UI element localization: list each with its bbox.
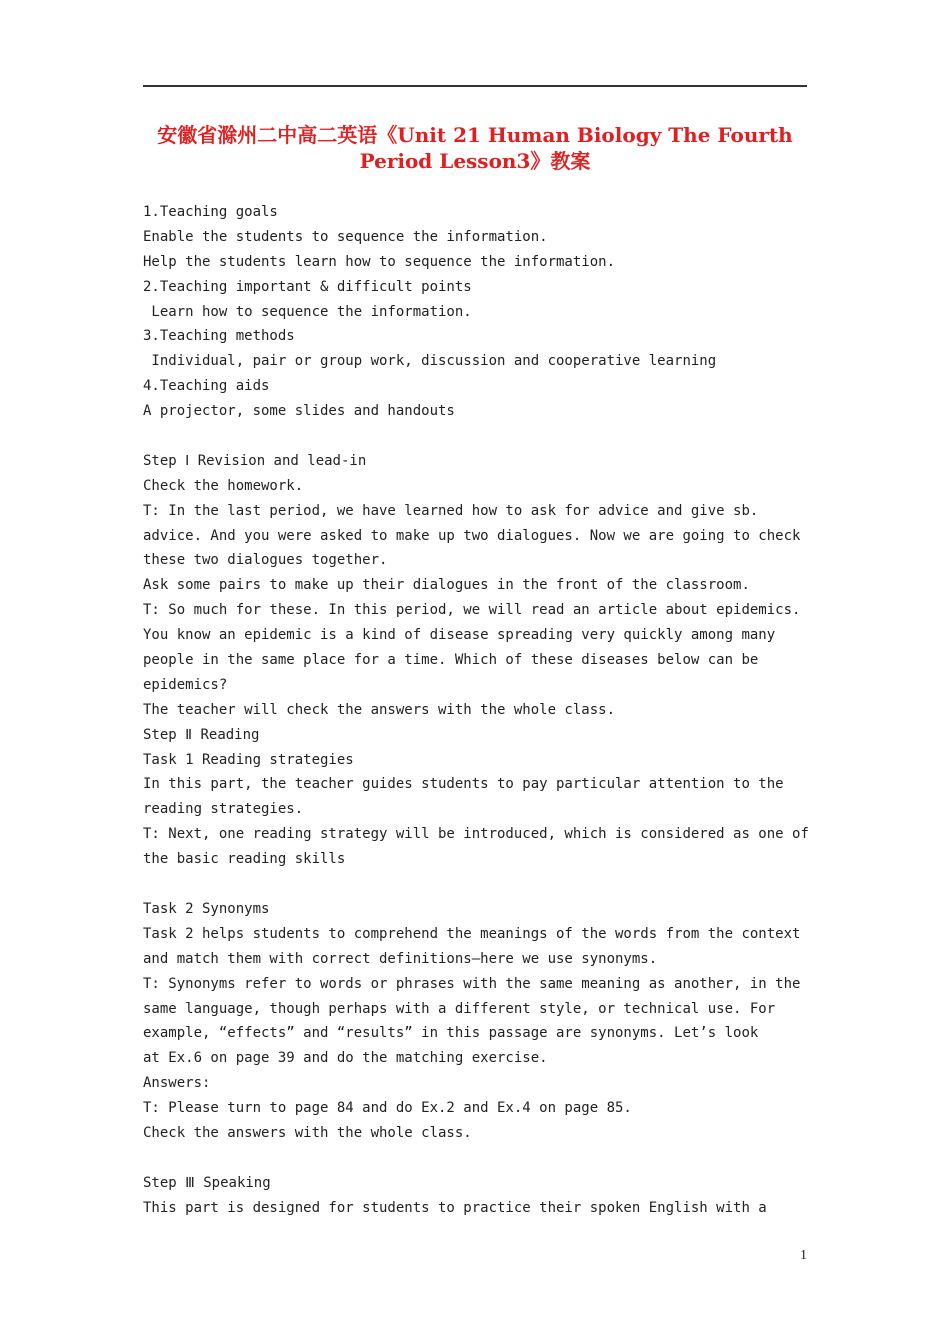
body-line: advice. And you were asked to make up two dialogues. Now we are going to check: [143, 527, 801, 544]
body-line: Task 2 Synonyms: [143, 900, 270, 917]
body-line: Step Ⅲ Speaking: [143, 1174, 271, 1191]
body-line: reading strategies.: [143, 801, 304, 818]
body-line: these two dialogues together.: [143, 552, 388, 569]
body-line: In this part, the teacher guides students to pay particular attention to the: [143, 776, 784, 793]
body-line: at Ex.6 on page 39 and do the matching exercise.: [143, 1050, 548, 1067]
body-line: T: Please turn to page 84 and do Ex.2 and Ex.4 on page 85.: [143, 1100, 632, 1117]
title-line-1: 安徽省滁州二中高二英语《Unit 21 Human Biology The Fourth: [157, 123, 793, 147]
body-line: Check the homework.: [143, 477, 304, 494]
body-line: 2.Teaching important & difficult points: [143, 278, 472, 295]
body-line: the basic reading skills: [143, 851, 346, 868]
body-line: example, “effects” and “results” in this passage are synonyms. Let’s look: [143, 1025, 759, 1042]
body-line: 3.Teaching methods: [143, 328, 295, 345]
body-line: T: Next, one reading strategy will be introduced, which is considered as one of: [143, 826, 809, 843]
body-line: [143, 1146, 813, 1171]
header-rule: [143, 85, 807, 87]
body-line: and match them with correct definitions—here we use synonyms.: [143, 950, 658, 967]
page-number: 1: [800, 1248, 807, 1263]
body-line: T: In the last period, we have learned how to ask for advice and give sb.: [143, 502, 759, 519]
body-line: A projector, some slides and handouts: [143, 403, 455, 420]
body-line: same language, though perhaps with a different style, or technical use. For: [143, 1000, 776, 1017]
body-line: Enable the students to sequence the information.: [143, 228, 548, 245]
body-line: Answers:: [143, 1075, 211, 1092]
body-line: 1.Teaching goals: [143, 204, 278, 220]
body-line: Help the students learn how to sequence the information.: [143, 253, 616, 270]
body-line: Task 1 Reading strategies: [143, 751, 354, 768]
body-line: This part is designed for students to practice their spoken English with a: [143, 1199, 767, 1216]
body-line: epidemics?: [143, 676, 228, 693]
body-line: The teacher will check the answers with the whole class.: [143, 701, 616, 718]
document-title: [143, 122, 807, 174]
body-line: Step Ⅱ Reading: [143, 726, 260, 743]
body-line: Check the answers with the whole class.: [143, 1124, 472, 1141]
title-line-2: Period Lesson3》教案: [359, 149, 591, 173]
body-line: T: Synonyms refer to words or phrases with the same meaning as another, in the: [143, 975, 801, 992]
body-line: Ask some pairs to make up their dialogues in the front of the classroom.: [143, 577, 750, 594]
body-line: people in the same place for a time. Which of these diseases below can be: [143, 652, 759, 669]
body-line: T: So much for these. In this period, we will read an article about epidemics.: [143, 602, 801, 619]
body-line: Learn how to sequence the information.: [143, 303, 472, 320]
body-line: [143, 872, 813, 897]
body-line: 4.Teaching aids: [143, 378, 270, 395]
document-body: [143, 200, 813, 1221]
body-line: Individual, pair or group work, discussion and cooperative learning: [143, 353, 717, 370]
body-line: Step Ⅰ Revision and lead-in: [143, 452, 367, 469]
body-line: You know an epidemic is a kind of disease spreading very quickly among many: [143, 627, 776, 644]
body-line: Task 2 helps students to comprehend the meanings of the words from the context: [143, 925, 801, 942]
body-line: [143, 424, 813, 449]
